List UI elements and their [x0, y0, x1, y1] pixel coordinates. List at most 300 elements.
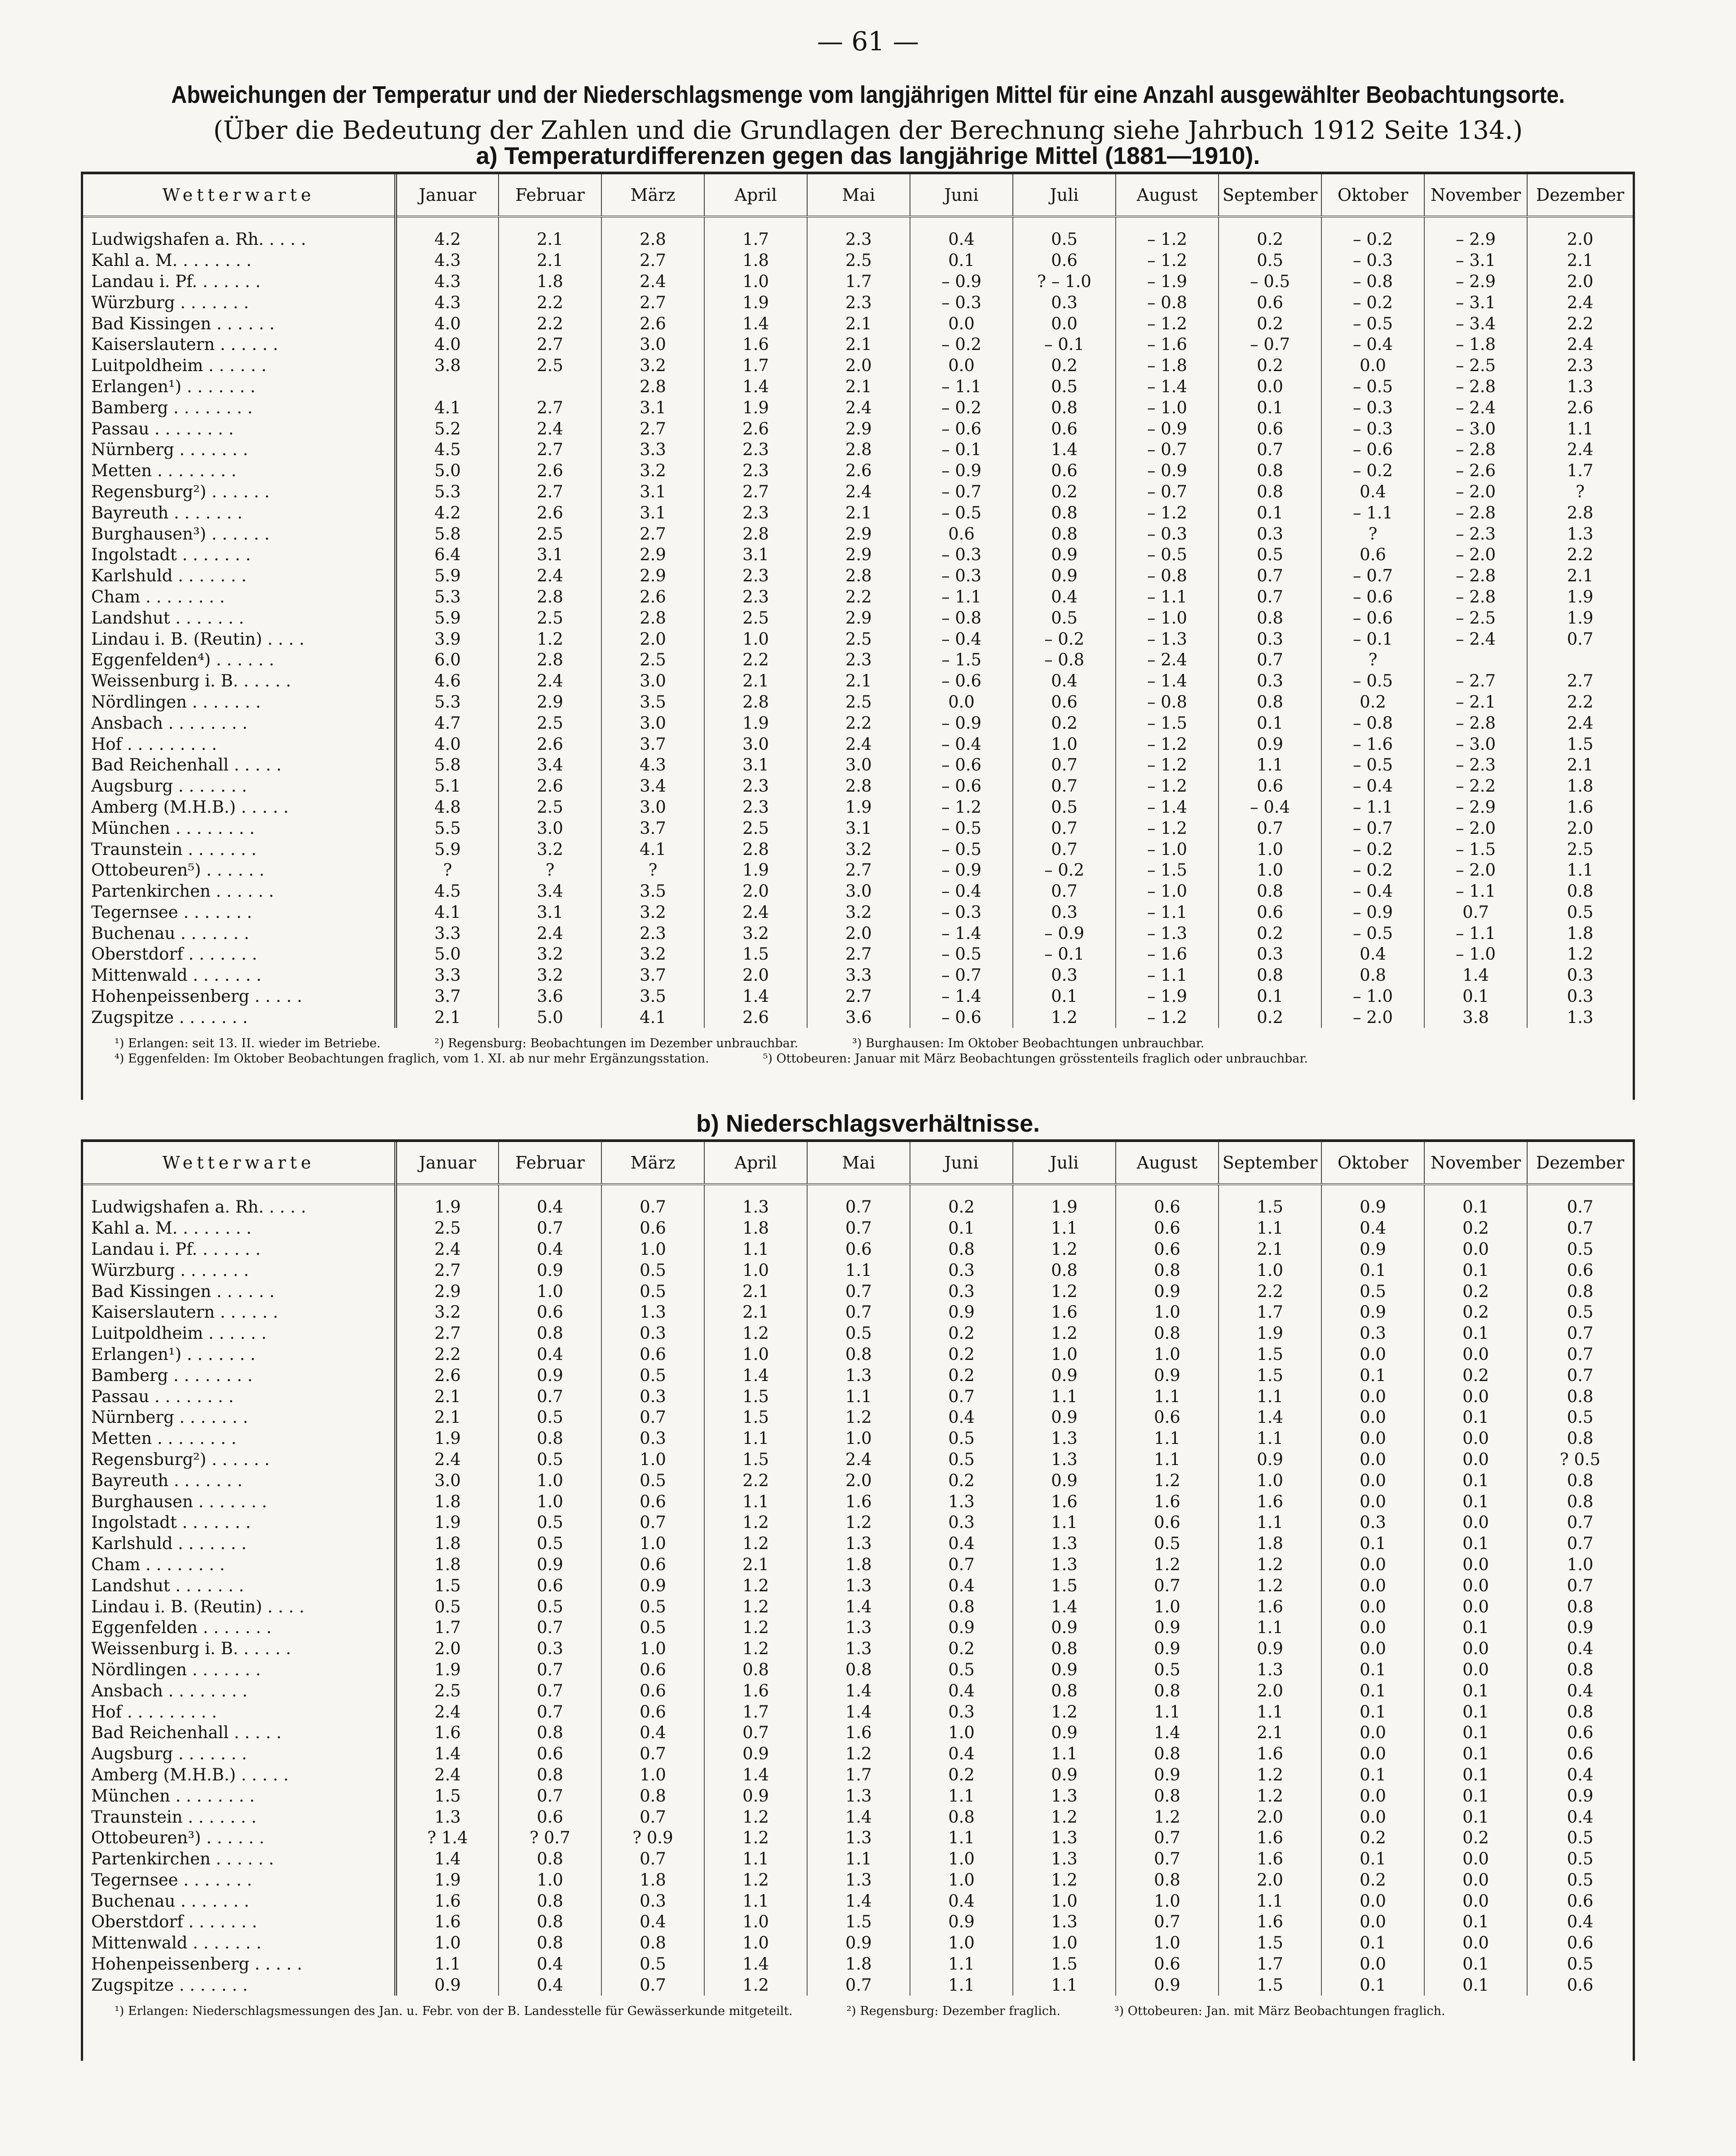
value-cell: 0.3 — [499, 1638, 601, 1660]
value-cell: – 0.4 — [1321, 334, 1424, 355]
value-cell: 1.8 — [704, 1218, 807, 1239]
value-cell: 1.5 — [704, 944, 807, 965]
value-cell: – 1.0 — [1116, 839, 1219, 860]
value-cell: 1.4 — [396, 1744, 499, 1765]
value-cell: 2.4 — [601, 271, 704, 292]
value-cell: – 0.2 — [1013, 629, 1116, 650]
value-cell: 1.0 — [704, 1912, 807, 1933]
table-row — [83, 292, 1633, 313]
station-name: Augsburg . . . . . . . — [83, 1744, 396, 1765]
value-cell: 1.6 — [396, 1912, 499, 1933]
value-cell: 1.9 — [396, 1660, 499, 1681]
station-name: Hohenpeissenberg . . . . . — [83, 986, 396, 1007]
value-cell: 1.4 — [1219, 1407, 1321, 1428]
value-cell: 0.6 — [1013, 250, 1116, 271]
station-name: Luitpoldheim . . . . . . — [83, 1323, 396, 1344]
value-cell: 1.1 — [1013, 1218, 1116, 1239]
station-name: Amberg (M.H.B.) . . . . . — [83, 797, 396, 818]
table-row — [83, 1554, 1633, 1576]
value-cell: 0.6 — [1567, 1975, 1594, 1995]
value-cell: 0.7 — [1219, 587, 1321, 608]
value-cell: 1.0 — [499, 1470, 601, 1491]
value-cell: 0.6 — [1219, 902, 1321, 923]
value-cell: 6.0 — [396, 650, 499, 671]
value-cell: 0.9 — [910, 1617, 1013, 1638]
station-name: Nürnberg . . . . . . . — [83, 1407, 396, 1428]
value-cell: 0.3 — [1013, 902, 1116, 923]
value-cell: – 0.8 — [1116, 292, 1219, 313]
value-cell: 2.1 — [807, 376, 910, 398]
table-row — [83, 902, 1633, 923]
value-cell: 0.4 — [910, 1680, 1013, 1701]
value-cell: 2.4 — [1567, 292, 1594, 312]
value-cell: 3.5 — [601, 986, 704, 1007]
value-cell: 0.7 — [601, 1184, 704, 1218]
value-cell: 3.2 — [807, 902, 910, 923]
value-cell: 0.7 — [1567, 1513, 1594, 1532]
station-name: Erlangen¹) . . . . . . . — [83, 376, 396, 398]
value-cell: 1.4 — [1013, 439, 1116, 460]
station-name: Karlshuld . . . . . . . — [83, 566, 396, 587]
value-cell: 0.1 — [1219, 713, 1321, 734]
value-cell: 2.1 — [704, 671, 807, 692]
value-cell: 0.2 — [1424, 1828, 1527, 1849]
value-cell: 1.2 — [1219, 1575, 1321, 1596]
value-cell: 1.4 — [807, 1890, 910, 1912]
value-cell: 1.5 — [704, 1449, 807, 1470]
value-cell: 1.4 — [1116, 1722, 1219, 1744]
value-cell: 0.7 — [704, 1722, 807, 1744]
value-cell: – 1.4 — [1116, 671, 1219, 692]
value-cell: 2.1 — [1567, 755, 1594, 775]
value-cell: ? — [499, 860, 601, 881]
value-cell: – 0.5 — [1321, 755, 1424, 776]
value-cell: – 0.6 — [910, 418, 1013, 439]
page-number: — 61 — — [817, 26, 919, 57]
table-row — [83, 250, 1633, 271]
value-cell: 1.0 — [1013, 1890, 1116, 1912]
value-cell: – 0.6 — [1321, 607, 1424, 629]
value-cell: – 1.1 — [1321, 502, 1424, 523]
value-cell: 0.1 — [1424, 1260, 1527, 1281]
column-header-month: Mai — [807, 174, 910, 217]
value-cell: 3.1 — [499, 545, 601, 566]
value-cell: – 0.2 — [1013, 860, 1116, 881]
value-cell: 3.8 — [396, 355, 499, 376]
value-cell: 1.0 — [1219, 1260, 1321, 1281]
value-cell: 1.9 — [704, 397, 807, 418]
value-cell: 5.5 — [396, 818, 499, 839]
value-cell: 0.9 — [1013, 545, 1116, 566]
station-name: Bayreuth . . . . . . . — [83, 502, 396, 523]
value-cell: 0.6 — [807, 1239, 910, 1260]
value-cell: – 1.2 — [1116, 217, 1219, 250]
value-cell: 0.2 — [910, 1765, 1013, 1786]
value-cell: 0.9 — [910, 1912, 1013, 1933]
value-cell: 2.2 — [807, 587, 910, 608]
value-cell: 2.8 — [601, 607, 704, 629]
value-cell: 1.2 — [704, 1575, 807, 1596]
value-cell: 0.8 — [499, 1933, 601, 1954]
value-cell: 4.0 — [396, 313, 499, 334]
value-cell: – 0.7 — [1116, 482, 1219, 503]
value-cell: 0.8 — [1013, 1680, 1116, 1701]
value-cell: ? — [1321, 650, 1424, 671]
value-cell: 1.3 — [807, 1575, 910, 1596]
value-cell: 0.9 — [1013, 1660, 1116, 1681]
value-cell: – 0.9 — [910, 271, 1013, 292]
value-cell: – 1.1 — [1424, 881, 1527, 902]
value-cell: 3.7 — [601, 818, 704, 839]
value-cell: 2.7 — [601, 292, 704, 313]
value-cell: 2.6 — [601, 587, 704, 608]
value-cell: 2.0 — [1219, 1680, 1321, 1701]
value-cell: 1.2 — [499, 629, 601, 650]
value-cell: 3.2 — [601, 460, 704, 482]
value-cell: 2.3 — [704, 460, 807, 482]
value-cell: 5.3 — [396, 692, 499, 713]
column-header-month: Juli — [1013, 1142, 1116, 1184]
value-cell: 0.5 — [601, 1617, 704, 1638]
value-cell: 0.9 — [1321, 1302, 1424, 1323]
value-cell: – 1.2 — [1116, 502, 1219, 523]
footnote: ²) Regensburg: Dezember fraglich. — [846, 2004, 1060, 2019]
value-cell: 0.1 — [910, 1218, 1013, 1239]
value-cell: 0.7 — [499, 1386, 601, 1407]
value-cell: 0.7 — [1567, 1218, 1594, 1238]
value-cell: – 1.1 — [910, 587, 1013, 608]
value-cell: 0.0 — [1424, 1344, 1527, 1365]
value-cell: 1.8 — [1567, 776, 1594, 796]
value-cell: 3.5 — [601, 881, 704, 902]
value-cell: 1.8 — [1219, 1533, 1321, 1554]
table-row — [83, 818, 1633, 839]
station-name: Tegernsee . . . . . . . — [83, 902, 396, 923]
value-cell: 0.6 — [1567, 1723, 1594, 1743]
value-cell: 2.3 — [704, 587, 807, 608]
value-cell: 0.6 — [601, 1218, 704, 1239]
column-header-month: August — [1116, 1142, 1219, 1184]
value-cell: – 1.2 — [1116, 734, 1219, 755]
value-cell: 3.6 — [499, 986, 601, 1007]
value-cell: 5.8 — [396, 523, 499, 545]
value-cell: 0.7 — [1424, 902, 1527, 923]
value-cell: 0.5 — [499, 1512, 601, 1533]
station-name: Ansbach . . . . . . . . — [83, 713, 396, 734]
value-cell: ? 0.9 — [601, 1828, 704, 1849]
value-cell: 1.2 — [1219, 1765, 1321, 1786]
value-cell: 0.8 — [1219, 692, 1321, 713]
value-cell: 0.8 — [1013, 1260, 1116, 1281]
value-cell: – 2.4 — [1424, 629, 1527, 650]
value-cell: 0.8 — [1567, 1660, 1594, 1679]
table-row — [83, 1239, 1633, 1260]
value-cell: 0.5 — [1116, 1660, 1219, 1681]
value-cell: 0.5 — [601, 1365, 704, 1386]
value-cell: 0.2 — [1321, 1870, 1424, 1891]
table-row — [83, 692, 1633, 713]
value-cell: 2.0 — [396, 1638, 499, 1660]
value-cell: 1.5 — [1219, 1344, 1321, 1365]
value-cell: – 0.5 — [910, 944, 1013, 965]
column-header-month: Oktober — [1321, 1142, 1424, 1184]
value-cell: 0.5 — [1567, 1239, 1594, 1259]
value-cell: 1.3 — [1013, 1533, 1116, 1554]
table-row — [83, 1281, 1633, 1302]
value-cell: 1.3 — [807, 1638, 910, 1660]
value-cell: 0.3 — [1567, 987, 1594, 1006]
value-cell: 1.0 — [704, 1260, 807, 1281]
value-cell — [1424, 650, 1527, 671]
value-cell: – 1.6 — [1116, 334, 1219, 355]
value-cell: – 0.7 — [1321, 818, 1424, 839]
value-cell: 0.7 — [601, 1806, 704, 1828]
value-cell: 0.1 — [1321, 1974, 1424, 1996]
value-cell: 0.7 — [807, 1281, 910, 1302]
value-cell: 0.9 — [1013, 1765, 1116, 1786]
value-cell: 2.2 — [704, 650, 807, 671]
value-cell: 0.6 — [1219, 776, 1321, 797]
value-cell: 1.0 — [601, 1449, 704, 1470]
value-cell: ? 1.4 — [396, 1828, 499, 1849]
footnote: ³) Burghausen: Im Oktober Beobachtungen unbrauchbar. — [852, 1036, 1205, 1051]
page-subheading: (Über die Bedeutung der Zahlen und die Grundlagen der Berechnung siehe Jahrbuch 1912 Seite 134.) — [213, 116, 1523, 145]
value-cell: 2.5 — [499, 523, 601, 545]
value-cell: 0.0 — [1321, 1407, 1424, 1428]
value-cell: 1.3 — [704, 1184, 807, 1218]
value-cell: 4.1 — [396, 902, 499, 923]
value-cell: 0.9 — [1116, 1365, 1219, 1386]
table-row — [83, 797, 1633, 818]
value-cell: – 1.1 — [1424, 923, 1527, 944]
value-cell: 1.3 — [1013, 1449, 1116, 1470]
value-cell: 0.9 — [1116, 1617, 1219, 1638]
value-cell: 0.5 — [910, 1660, 1013, 1681]
value-cell: – 0.1 — [1013, 334, 1116, 355]
value-cell: 4.0 — [396, 334, 499, 355]
value-cell: 1.6 — [1013, 1491, 1116, 1512]
value-cell: 2.2 — [704, 1470, 807, 1491]
value-cell: 2.1 — [499, 217, 601, 250]
value-cell: 1.4 — [1424, 965, 1527, 986]
value-cell: 0.8 — [1116, 1680, 1219, 1701]
value-cell: 1.3 — [910, 1491, 1013, 1512]
value-cell: 1.7 — [704, 217, 807, 250]
value-cell: 0.0 — [1321, 1785, 1424, 1806]
value-cell: 0.9 — [1013, 1722, 1116, 1744]
value-cell: 1.0 — [1116, 1890, 1219, 1912]
value-cell: 2.0 — [1219, 1806, 1321, 1828]
value-cell: 1.9 — [704, 860, 807, 881]
value-cell: – 3.4 — [1424, 313, 1527, 334]
value-cell: 2.2 — [1567, 314, 1594, 333]
value-cell: 0.9 — [704, 1744, 807, 1765]
value-cell: 0.7 — [499, 1680, 601, 1701]
value-cell: 0.8 — [499, 1765, 601, 1786]
value-cell: 0.9 — [1116, 1974, 1219, 1996]
value-cell: 1.0 — [601, 1765, 704, 1786]
value-cell: 1.6 — [807, 1491, 910, 1512]
value-cell: 4.1 — [601, 839, 704, 860]
station-name: Bad Kissingen . . . . . . — [83, 313, 396, 334]
value-cell: 0.1 — [1424, 1184, 1527, 1218]
value-cell: 0.2 — [1219, 1007, 1321, 1028]
table-row — [83, 1302, 1633, 1323]
table-row — [83, 334, 1633, 355]
station-name: Landau i. Pf. . . . . . . — [83, 271, 396, 292]
value-cell: 2.7 — [704, 482, 807, 503]
value-cell: – 0.6 — [910, 776, 1013, 797]
station-name: München . . . . . . . . — [83, 1785, 396, 1806]
column-header-month: Mai — [807, 1142, 910, 1184]
value-cell: 0.4 — [1013, 587, 1116, 608]
value-cell: 0.0 — [1424, 1554, 1527, 1576]
value-cell: 2.1 — [499, 250, 601, 271]
value-cell: 0.3 — [910, 1512, 1013, 1533]
table-row — [83, 1638, 1633, 1660]
value-cell: 1.1 — [1116, 1449, 1219, 1470]
table-row — [83, 1785, 1633, 1806]
table-row — [83, 1680, 1633, 1701]
value-cell: – 0.4 — [910, 629, 1013, 650]
temperature-footnotes — [83, 1028, 1633, 1067]
value-cell: 0.6 — [1116, 1512, 1219, 1533]
value-cell: 3.2 — [601, 355, 704, 376]
value-cell: 0.7 — [1567, 629, 1594, 649]
station-name: München . . . . . . . . — [83, 818, 396, 839]
value-cell: 1.1 — [396, 1954, 499, 1975]
value-cell: 2.2 — [1567, 692, 1594, 712]
value-cell: 3.2 — [499, 839, 601, 860]
value-cell: 0.1 — [1424, 1470, 1527, 1491]
value-cell: – 0.3 — [1321, 397, 1424, 418]
table-row — [83, 965, 1633, 986]
value-cell: 0.4 — [1567, 1765, 1594, 1784]
value-cell: ? — [1321, 523, 1424, 545]
value-cell: 1.6 — [396, 1722, 499, 1744]
station-name: Nördlingen . . . . . . . — [83, 1660, 396, 1681]
value-cell: – 0.2 — [1321, 217, 1424, 250]
value-cell: – 2.7 — [1424, 671, 1527, 692]
value-cell: – 0.1 — [910, 439, 1013, 460]
value-cell: 0.0 — [1424, 1239, 1527, 1260]
table-row — [83, 376, 1633, 398]
value-cell: 1.6 — [1219, 1849, 1321, 1870]
value-cell: 0.3 — [910, 1281, 1013, 1302]
column-header-month: September — [1219, 1142, 1321, 1184]
value-cell: 2.7 — [499, 482, 601, 503]
value-cell: 1.2 — [807, 1407, 910, 1428]
value-cell: 0.7 — [910, 1554, 1013, 1576]
value-cell: 0.6 — [1219, 418, 1321, 439]
table-row — [83, 587, 1633, 608]
station-name: Lindau i. B. (Reutin) . . . . — [83, 629, 396, 650]
value-cell: – 0.6 — [1321, 587, 1424, 608]
value-cell: 1.1 — [1567, 860, 1594, 880]
value-cell: 1.3 — [1013, 1912, 1116, 1933]
temperature-table — [83, 174, 1633, 1028]
column-header-month: Juni — [910, 174, 1013, 217]
value-cell: 2.1 — [704, 1281, 807, 1302]
value-cell: – 0.3 — [1321, 418, 1424, 439]
value-cell: 0.7 — [601, 1974, 704, 1996]
value-cell: 0.5 — [396, 1596, 499, 1617]
column-header-month: April — [704, 174, 807, 217]
value-cell: 1.6 — [704, 1680, 807, 1701]
value-cell: 1.2 — [1013, 1007, 1116, 1028]
value-cell: 5.3 — [396, 482, 499, 503]
table-row — [83, 1722, 1633, 1744]
value-cell: 0.0 — [1424, 1449, 1527, 1470]
value-cell: – 2.6 — [1424, 460, 1527, 482]
value-cell: 0.8 — [499, 1890, 601, 1912]
table-row — [83, 734, 1633, 755]
value-cell: 0.8 — [1567, 1492, 1594, 1511]
value-cell: – 0.3 — [910, 902, 1013, 923]
station-name: Hof . . . . . . . . . — [83, 734, 396, 755]
value-cell: 0.0 — [1321, 1470, 1424, 1491]
value-cell: 2.5 — [499, 355, 601, 376]
value-cell: 0.4 — [1567, 1639, 1594, 1659]
station-name: Landshut . . . . . . . — [83, 1575, 396, 1596]
value-cell: 3.7 — [601, 734, 704, 755]
value-cell: 0.8 — [910, 1806, 1013, 1828]
value-cell: 2.3 — [601, 923, 704, 944]
value-cell: 1.5 — [1013, 1575, 1116, 1596]
station-name: Würzburg . . . . . . . — [83, 292, 396, 313]
value-cell: 0.9 — [1219, 734, 1321, 755]
column-header-month: Dezember — [1527, 1142, 1633, 1184]
table-row — [83, 1470, 1633, 1491]
value-cell: 0.1 — [1424, 1680, 1527, 1701]
value-cell: 2.4 — [704, 902, 807, 923]
value-cell: 0.1 — [1321, 1849, 1424, 1870]
value-cell: 2.4 — [807, 1449, 910, 1470]
value-cell: 2.3 — [807, 217, 910, 250]
value-cell: 0.4 — [910, 1575, 1013, 1596]
value-cell: 3.1 — [807, 818, 910, 839]
value-cell: 3.6 — [807, 1007, 910, 1028]
value-cell: 0.7 — [1567, 1344, 1594, 1364]
value-cell: – 1.2 — [1116, 776, 1219, 797]
value-cell: 0.6 — [601, 1344, 704, 1365]
value-cell: 0.7 — [1219, 566, 1321, 587]
value-cell: 1.8 — [499, 271, 601, 292]
station-name: Traunstein . . . . . . . — [83, 839, 396, 860]
value-cell: 0.6 — [499, 1575, 601, 1596]
value-cell: 1.5 — [704, 1386, 807, 1407]
value-cell: 1.2 — [704, 1533, 807, 1554]
value-cell: 5.8 — [396, 755, 499, 776]
value-cell: – 1.1 — [1116, 902, 1219, 923]
value-cell: 1.0 — [704, 629, 807, 650]
value-cell: 1.1 — [1219, 1617, 1321, 1638]
station-name: Kaiserslautern . . . . . . — [83, 334, 396, 355]
value-cell: 2.7 — [601, 250, 704, 271]
value-cell: 2.4 — [807, 482, 910, 503]
value-cell: – 2.8 — [1424, 566, 1527, 587]
value-cell: 0.6 — [1116, 1184, 1219, 1218]
value-cell: 1.9 — [807, 797, 910, 818]
station-name: Partenkirchen . . . . . . — [83, 1849, 396, 1870]
station-name: Cham . . . . . . . . — [83, 1554, 396, 1576]
column-header-month: Januar — [396, 1142, 499, 1184]
value-cell: 3.0 — [396, 1470, 499, 1491]
value-cell: 5.9 — [396, 566, 499, 587]
footnote: ³) Ottobeuren: Jan. mit März Beobachtungen fraglich. — [1114, 2004, 1445, 2019]
value-cell: – 0.7 — [910, 965, 1013, 986]
value-cell: 2.7 — [499, 439, 601, 460]
